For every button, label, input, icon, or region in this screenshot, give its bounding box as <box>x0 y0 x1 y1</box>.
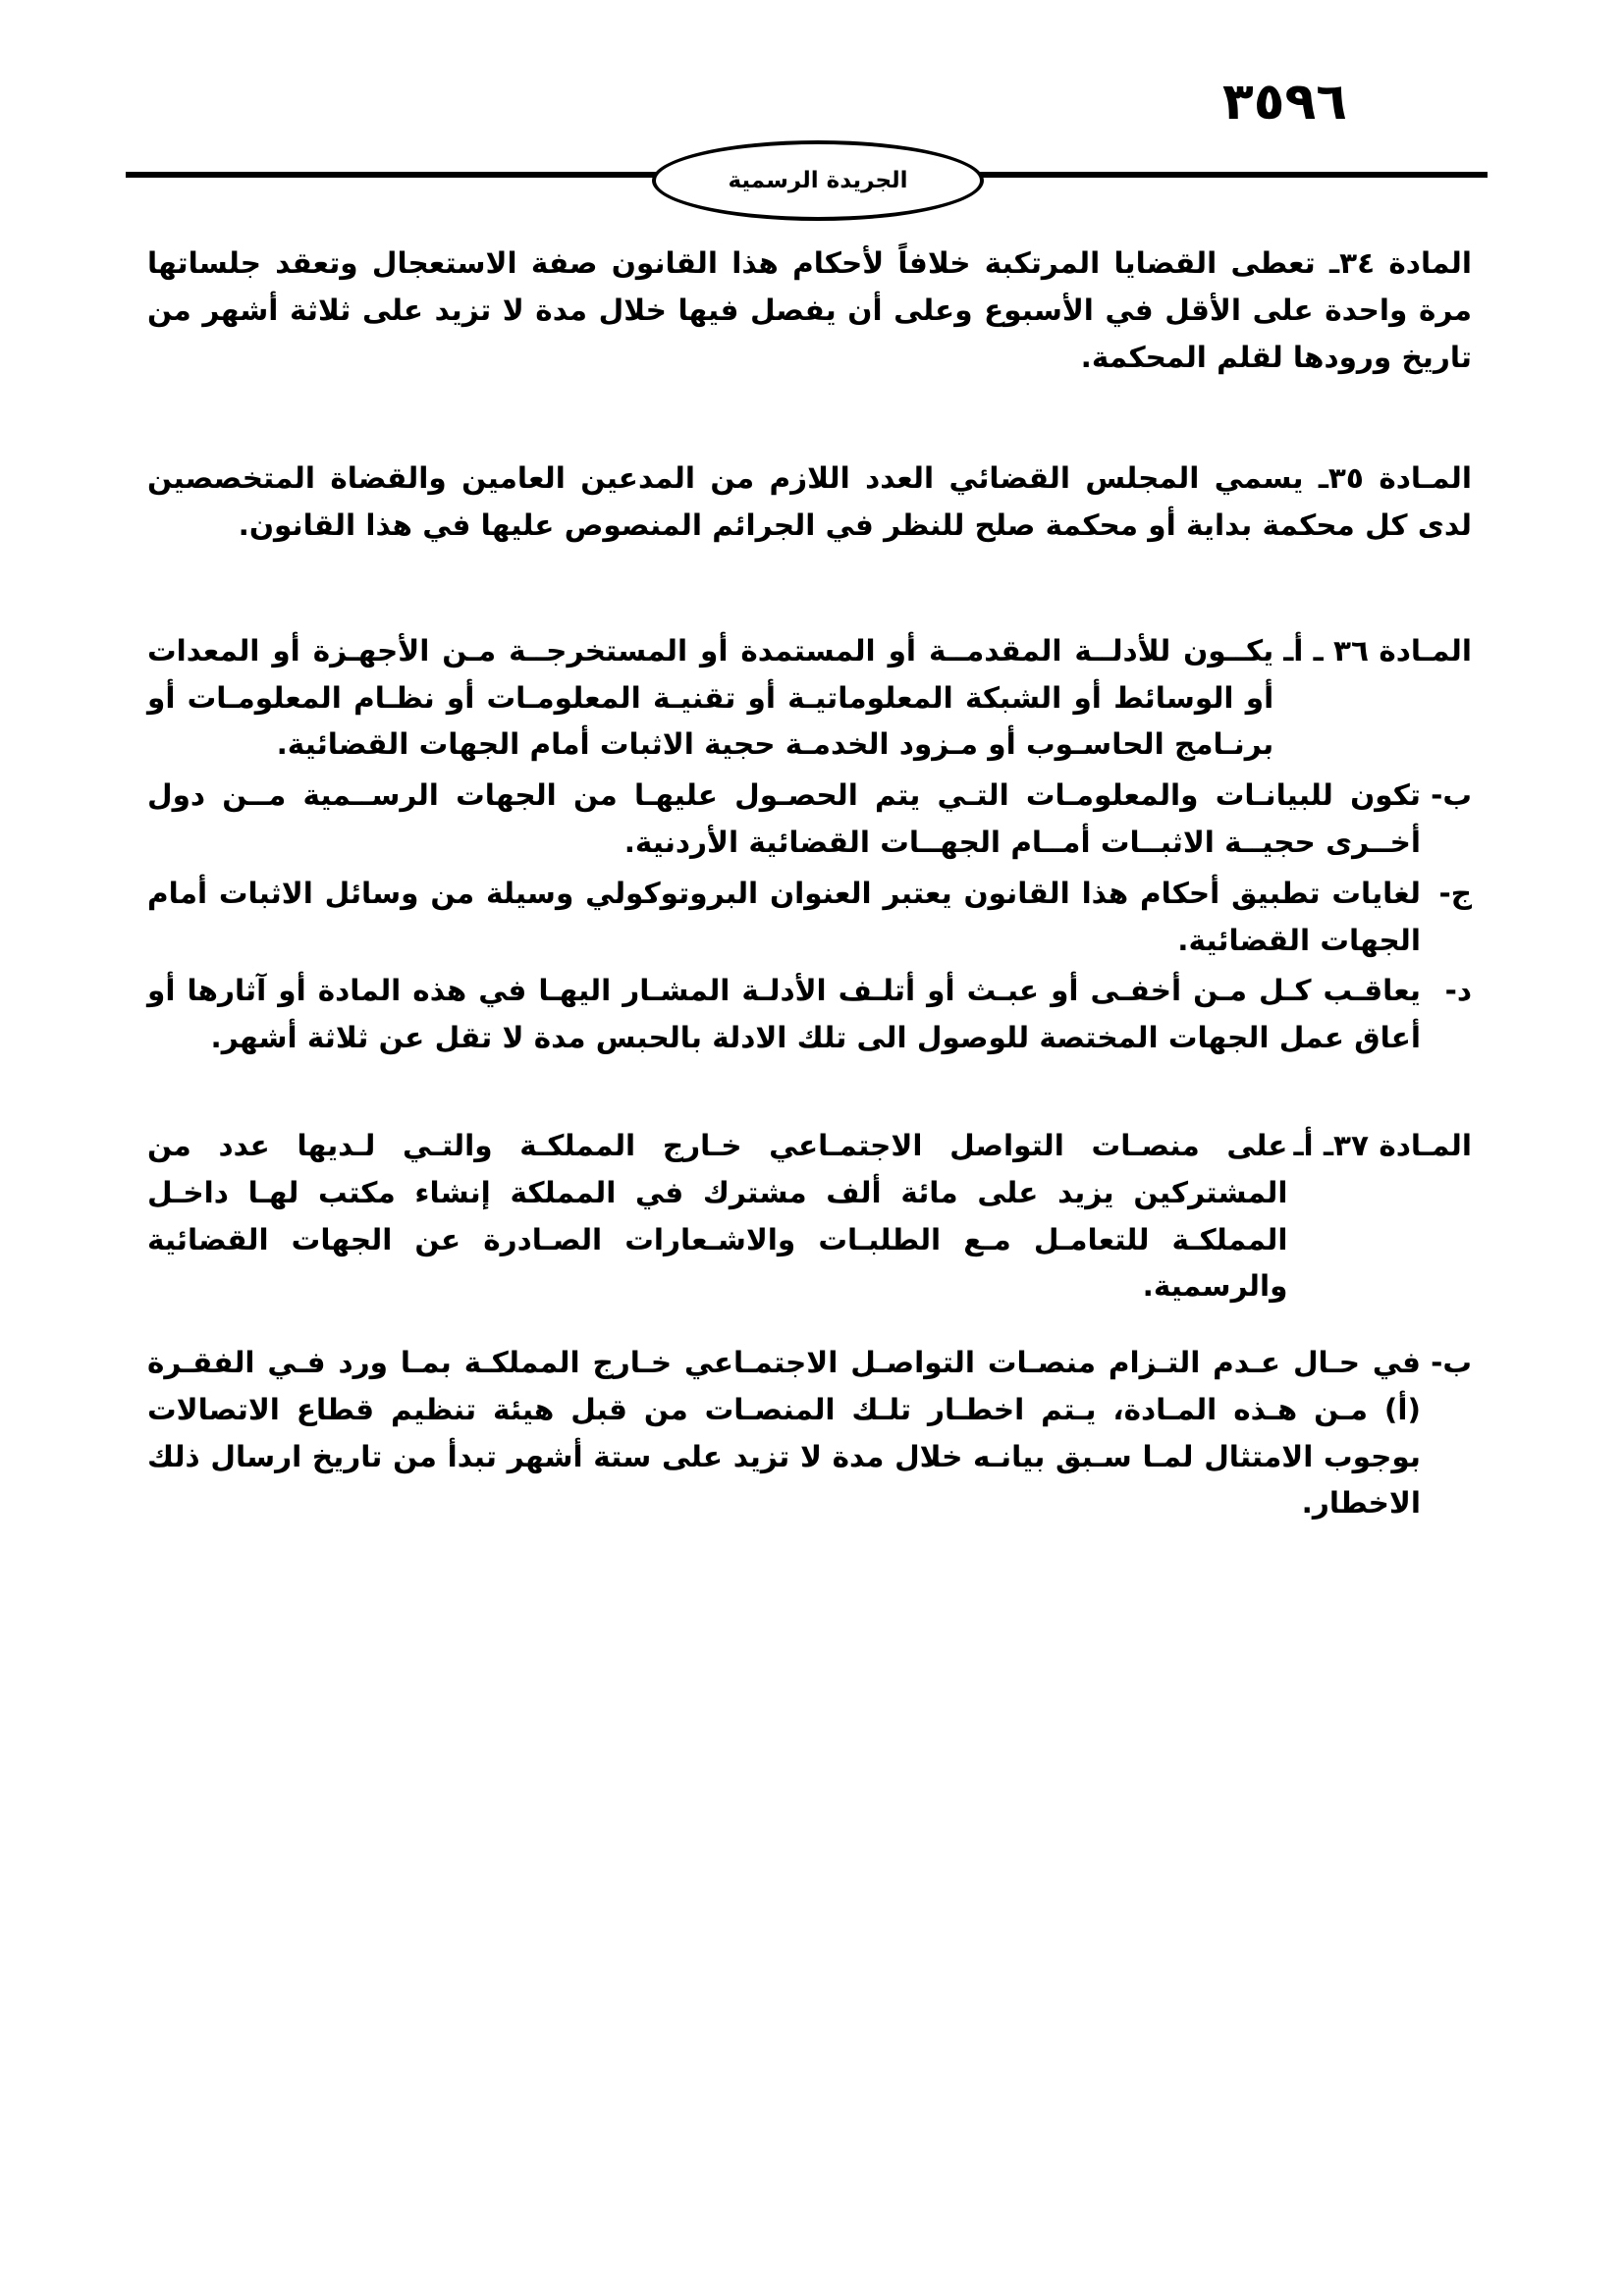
page-header <box>0 0 1624 226</box>
spacer <box>147 381 1472 455</box>
article-36-clause-a-marker: أـ <box>1283 633 1304 667</box>
article-37 <box>147 1123 1472 1527</box>
header-rule-left <box>126 172 661 178</box>
article-36-clause-c-marker: ج- <box>1438 876 1472 910</box>
article-36-clause-b <box>147 773 1472 867</box>
article-37-clause-a-marker: أـ <box>1293 1128 1314 1162</box>
article-36-clause-d <box>147 968 1472 1062</box>
article-37-clause-b-marker: ب- <box>1431 1346 1472 1380</box>
spacer <box>147 550 1472 624</box>
header-rule-right <box>977 172 1488 178</box>
article-36-clause-b-marker: ب- <box>1431 778 1472 813</box>
article-37-clause-a-text: على منصـات التواصل الاجتمـاعي خـارج المملكـة والتـي لـديها عدد من المشتركين يزيد على مائة ألف مشترك في المملكة إنشاء مكتب لهـا داخـل المملكـة للتعامـل مـع الطلبـات والاشـعارات الصـادرة عن الجهات القضائية والرسمية. <box>147 1128 1288 1304</box>
page-number: ٣٥٩٦ <box>1222 73 1347 132</box>
article-37-label: المـادة ٣٧ـ <box>1323 1128 1472 1162</box>
article-37-clause-a <box>147 1123 1472 1310</box>
article-34-text: تعطى القضايا المرتكبة خلافاً لأحكام هذا القانون صفة الاستعجال وتعقد جلساتها مرة واحدة على الأقل في الأسبوع وعلى أن يفصل فيها خلال مدة لا تزيد على ثلاثة أشهر من تاريخ ورودها لقلم المحكمة. <box>147 246 1472 374</box>
article-36-clause-b-text: تكون للبيانـات والمعلومـات التـي يتم الحصـول عليهـا من الجهات الرســمية مــن دول أخــرى حجيــة الاثبــات أمــام الجهــات القضائية الأردنية. <box>147 778 1421 860</box>
article-36-clause-c <box>147 871 1472 965</box>
article-37-clause-b <box>147 1340 1472 1527</box>
masthead-oval <box>652 140 984 221</box>
article-37-clause-b-text: في حـال عـدم التـزام منصـات التواصـل الاجتمـاعي خـارج المملكـة بمـا ورد فـي الفقـرة (أ) مـن هـذه المـادة، يـتم اخطـار تلـك المنصـات من قبل هيئة تنظيم قطاع الاتصالات بوجوب الامتثال لمـا سـبق بيانـه خلال مدة لا تزيد على ستة أشهر تبدأ من تاريخ ارسال ذلك الاخطار. <box>147 1346 1421 1521</box>
article-36-clause-c-text: لغايات تطبيق أحكام هذا القانون يعتبر العنوان البروتوكولي وسيلة من وسائل الاثبات أمام الجهات القضائية. <box>147 876 1421 957</box>
article-36-clause-a-text: يكــون للأدلــة المقدمــة أو المستمدة أو المستخرجــة مـن الأجهـزة أو المعدات أو الوسائط أو الشبكة المعلوماتيـة أو تقنيـة المعلومـات أو نظـام المعلومـات أو برنـامج الحاسـوب أو مـزود الخدمـة حجية الاثبات أمام الجهات القضائية. <box>147 633 1274 762</box>
article-36-label: المـادة ٣٦ ـ <box>1313 633 1472 667</box>
article-35-text: يسمي المجلس القضائي العدد اللازم من المدعين العامين والقضاة المتخصصين لدى كل محكمة بداية أو محكمة صلح للنظر في الجرائم المنصوص عليها في هذا القانون. <box>147 461 1472 543</box>
spacer <box>147 1062 1472 1119</box>
article-34-paragraph <box>147 240 1472 381</box>
article-35-paragraph <box>147 455 1472 550</box>
article-36-clause-a <box>147 628 1472 769</box>
article-36-clause-d-marker: د- <box>1444 974 1472 1008</box>
article-34-label: المادة ٣٤ـ <box>1329 246 1472 280</box>
article-34 <box>147 240 1472 381</box>
article-36 <box>147 628 1472 1062</box>
article-36-clause-d-text: يعاقـب كـل مـن أخفـى أو عبـث أو أتلـف الأدلـة المشـار اليهـا في هذه المادة أو آثارها أو أعاق عمل الجهات المختصة للوصول الى تلك الادلة بالحبس مدة لا تقل عن ثلاثة أشهر. <box>147 974 1421 1055</box>
document-body <box>147 240 1472 1527</box>
spacer <box>147 1310 1472 1336</box>
article-35-label: المـادة ٣٥ـ <box>1318 461 1472 496</box>
masthead-label: الجريدة الرسمية <box>728 168 908 193</box>
article-35 <box>147 455 1472 550</box>
